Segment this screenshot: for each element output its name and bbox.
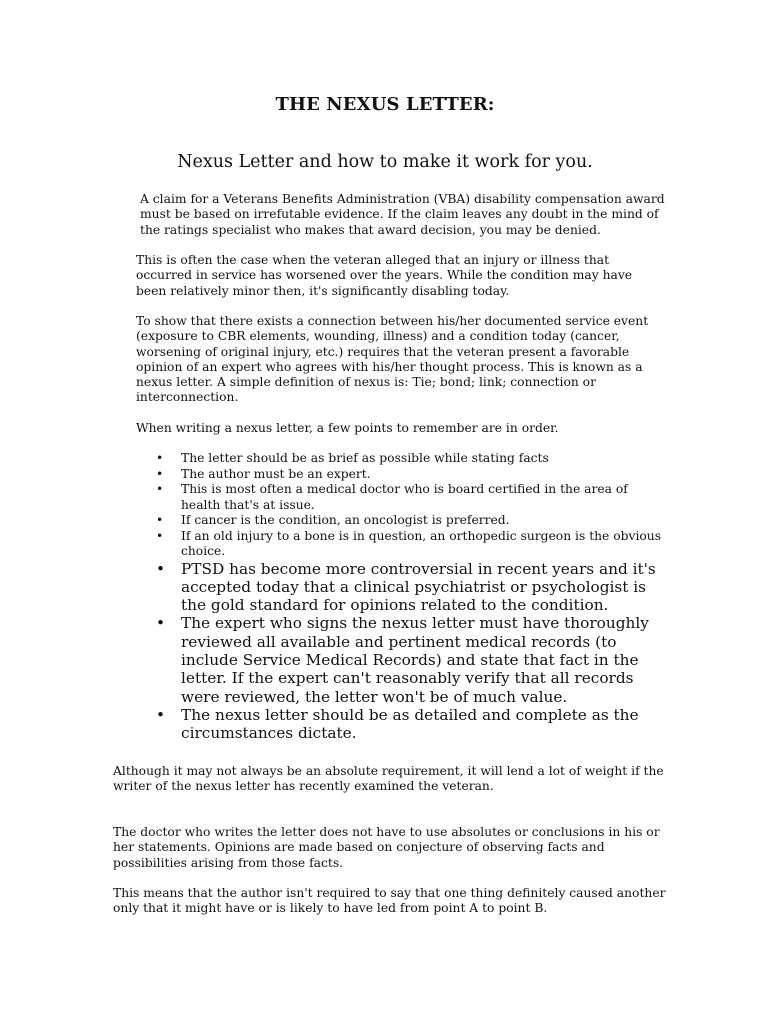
bullet-icon: • bbox=[156, 559, 166, 578]
paragraph-points-intro: When writing a nexus letter, a few points to remember are in order. bbox=[136, 421, 559, 435]
bullet-icon: • bbox=[156, 466, 164, 481]
paragraph-worsened-condition: This is often the case when the veteran alleged that an injury or illness that occurred in service has worsened over the years. While the condition may have been relatively minor then, it's significantly disabling today. bbox=[136, 253, 633, 298]
bullet-icon: • bbox=[156, 482, 164, 496]
list-item bbox=[136, 513, 666, 529]
list-item bbox=[136, 560, 666, 615]
list-item-text: The expert who signs the nexus letter must have thoroughly reviewed all available and pertinent medical records (to include Service Medical Records) and state that fact in the letter. If the expert can't reasonably verify that all records were reviewed, the letter won't be of much value. bbox=[181, 614, 649, 706]
bullet-icon: • bbox=[156, 705, 166, 724]
paragraph-opinions: The doctor who writes the letter does not have to use absolutes or conclusions in his or her statements. Opinions are made based on conjecture of observing facts and possibilities arising from those facts. bbox=[113, 825, 660, 870]
paragraph-vba-claim: A claim for a Veterans Benefits Administration (VBA) disability compensation award must be based on irrefutable evidence. If the claim leaves any doubt in the mind of the ratings specialist who makes that award decision, you may be denied. bbox=[140, 192, 665, 237]
list-item-text: The nexus letter should be as detailed and complete as the circumstances dictate. bbox=[181, 705, 639, 743]
points-list bbox=[136, 451, 666, 742]
list-item bbox=[136, 482, 666, 513]
paragraph-nexus-definition: To show that there exists a connection between his/her documented service event (exposure to CBR elements, wounding, illness) and a condition today (cancer, worsening of original injury, etc.) requires that the veteran present a favorable opinion of an expert who agrees with his/her thought process. This is known as a nexus letter. A simple definition of nexus is: Tie; bond; link; connection or interconnection. bbox=[136, 314, 649, 405]
page-subtitle: Nexus Letter and how to make it work for you. bbox=[177, 152, 593, 172]
bullet-icon: • bbox=[156, 451, 164, 465]
bullet-icon: • bbox=[156, 528, 164, 543]
list-item-text: If an old injury to a bone is in question, an orthopedic surgeon is the obvious choice. bbox=[181, 528, 662, 558]
bullet-icon: • bbox=[156, 513, 164, 527]
page-title: THE NEXUS LETTER: bbox=[275, 94, 495, 115]
list-item bbox=[136, 529, 666, 560]
list-item bbox=[136, 706, 666, 743]
list-item-text: If cancer is the condition, an oncologist is preferred. bbox=[181, 513, 510, 527]
list-item-text: This is most often a medical doctor who is board certified in the area of health that's at issue. bbox=[181, 482, 628, 512]
list-item-text: PTSD has become more controversial in recent years and it's accepted today that a clinical psychiatrist or psychologist is the gold standard for opinions related to the condition. bbox=[181, 559, 656, 615]
paragraph-examination: Although it may not always be an absolute requirement, it will lend a lot of weight if the writer of the nexus letter has recently examined the veteran. bbox=[113, 764, 664, 794]
list-item-text: The author must be an expert. bbox=[181, 466, 371, 481]
list-item bbox=[136, 614, 666, 705]
list-item bbox=[136, 451, 666, 467]
bullet-icon: • bbox=[156, 614, 166, 633]
list-item-text: The letter should be as brief as possible while stating facts bbox=[181, 451, 549, 465]
paragraph-causation: This means that the author isn't required to say that one thing definitely caused another only that it might have or is likely to have led from point A to point B. bbox=[113, 886, 666, 916]
list-item bbox=[136, 467, 666, 483]
